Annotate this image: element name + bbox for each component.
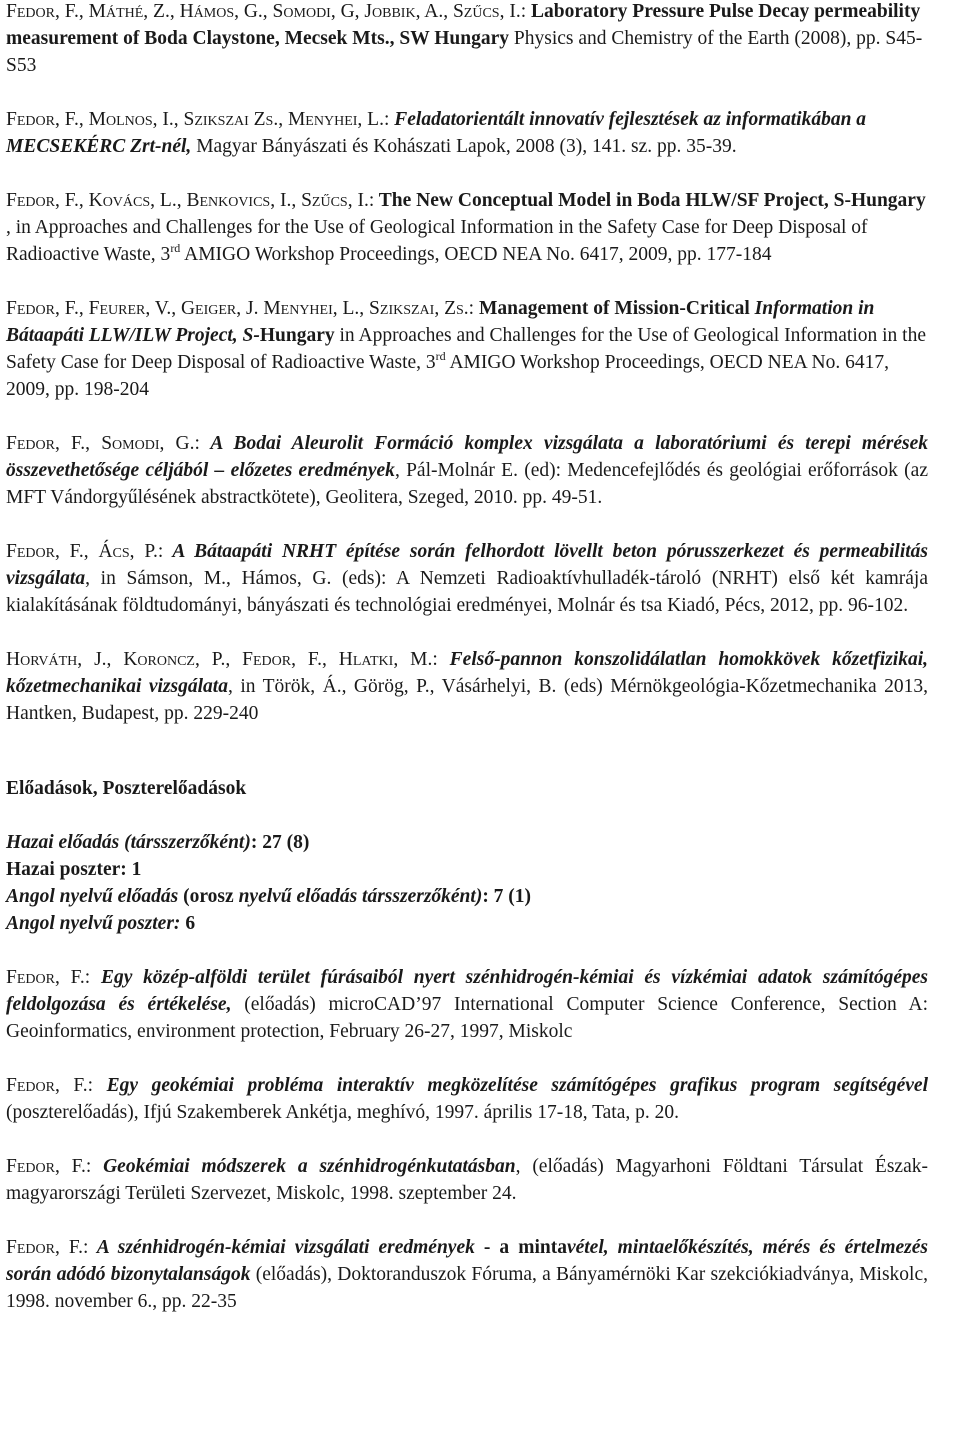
talk-source: (előadás) microCAD’97 International Computer Science Conference, Section A: Geoinformatics, environment protection, February 26-27, 1997, Miskolc [6, 994, 928, 1042]
reference-title: Feladatorientált innovatív fejlesztések az informatikában a MECSEKÉRC Zrt-nél, [6, 109, 867, 157]
superscript: rd [435, 349, 446, 363]
stat-label: Angol nyelvű poszter: [6, 913, 181, 934]
talk-item [6, 1072, 928, 1126]
reference-source: , Pál-Molnár E. (ed): Medencefejlődés és geológiai erőforrások (az MFT Vándorgyűlésének abstractkötete), Geolitera, Szeged, 2010. pp. 49-51. [6, 460, 928, 508]
talk-item [6, 1234, 928, 1315]
stat-label-cont: (orosz [178, 886, 239, 907]
talk-authors: Fedor, F.: [6, 1237, 89, 1258]
talk-title-end: vétel, mintaelőkészítés, mérés és értelmezés során adódó bizonytalanságok [6, 1237, 928, 1285]
section-title: Előadások, Poszterelőadások [6, 778, 247, 799]
reference-title: The New Conceptual Model in Boda HLW/SF Project, S-Hungary [374, 190, 926, 211]
reference-source: Magyar Bányászati és Kohászati Lapok, 2008 (3), 141. sz. pp. 35-39. [191, 136, 737, 157]
talk-authors: Fedor, F.: [6, 967, 91, 988]
talk-source: (poszterelőadás), Ifjú Szakemberek Ankétja, meghívó, 1997. április 17-18, Tata, p. 20. [6, 1102, 680, 1123]
reference-title: Laboratory Pressure Pulse Decay permeability measurement of Boda Claystone, Mecsek Mts., SW Hungary [6, 1, 921, 49]
talk-title: Egy közép-alföldi terület fúrásaiból nyert szénhidrogén-kémiai és vízkémiai adatok számítógépes feldolgozása és értékelése, [6, 967, 928, 1015]
talk-authors: Fedor, F.: [6, 1156, 92, 1177]
reference-item [6, 538, 928, 619]
stat-value: : 27 (8) [250, 832, 310, 853]
reference-title: Felső-pannon konszolidálatlan homokkövek kőzetfizikai, kőzetmechanikai vizsgálata [6, 649, 929, 697]
talk-title: Geokémiai módszerek a szénhidrogénkutatásban [91, 1156, 516, 1177]
talk-title-part: szénhidrogén-kémiai vizsgálati eredmények [108, 1237, 475, 1258]
talk-title-sep: - a minta [474, 1237, 567, 1258]
reference-item [6, 187, 928, 268]
talk-statistics [6, 829, 928, 937]
reference-authors: Fedor, F., Feurer, V., Geiger, J. Menyhei, L., Szikszai, Zs.: [6, 298, 475, 319]
reference-source-cont: AMIGO Workshop Proceedings, OECD NEA No. 6417, 2009, pp. 198-204 [6, 352, 889, 400]
document-page [6, 0, 928, 1342]
reference-source: Physics and Chemistry of the Earth (2008), pp. S45-S53 [6, 28, 923, 76]
stat-line [6, 910, 928, 937]
reference-source: in Approaches and Challenges for the Use of Geological Information in the Safety Case for Deep Disposal of Radioactive Waste, 3 [6, 325, 926, 373]
stat-label: Angol nyelvű előadás [6, 886, 179, 907]
reference-authors: Fedor, F., Somodi, G.: [6, 433, 200, 454]
reference-title: A Bodai Aleurolit Formáció komplex vizsgálata a laboratóriumi és terepi mérések összevethetősége céljából – előzetes eredmények [6, 433, 928, 481]
stat-value: : 7 (1) [482, 886, 532, 907]
reference-item [6, 295, 928, 403]
talk-title: Egy geokémiai probléma interaktív megközelítése számítógépes grafikus program segítségével [93, 1075, 928, 1096]
talk-title: A [88, 1237, 109, 1258]
reference-item [6, 430, 928, 511]
reference-title: Management of Mission-Critical [474, 298, 755, 319]
reference-authors: Fedor, F., Ács, P.: [6, 541, 164, 562]
reference-title-cont: Information in Bátaapáti LLW/ILW Project, S- [6, 298, 875, 346]
reference-title: A Bátaapáti NRHT építése során felhordott lövellt beton pórusszerkezet és permeabilitás vizsgálata [6, 541, 929, 589]
stat-label-italic: nyelvű előadás társszerzőként) [238, 886, 483, 907]
reference-item [6, 106, 928, 160]
reference-authors: Fedor, F., Máthé, Z., Hámos, G., Somodi, G, Jobbik, A., Szűcs, I.: [6, 1, 527, 22]
stat-value: 6 [180, 913, 196, 934]
reference-source: , in Török, Á., Görög, P., Vásárhelyi, B. (eds) Mérnökgeológia-Kőzetmechanika 2013, Hantken, Budapest, pp. 229-240 [6, 676, 929, 724]
reference-authors: Horváth, J., Koroncz, P., Fedor, F., Hlatki, M.: [6, 649, 438, 670]
talk-item [6, 1153, 928, 1207]
reference-authors: Fedor, F., Molnos, I., Szikszai Zs., Menyhei, L.: [6, 109, 390, 130]
reference-source: , in Sámson, M., Hámos, G. (eds): A Nemzeti Radioaktívhulladék-tároló (NRHT) első két kamrája kialakításának földtudományi, bányászati és technológiai eredményei, Molnár és tsa Kiadó, Pécs, 2012, pp. 96-102. [6, 568, 928, 616]
talk-source: (előadás), Doktoranduszok Fóruma, a Bányamérnöki Kar szekciókiadványa, Miskolc, 1998. november 6., pp. 22-35 [6, 1264, 928, 1312]
reference-source: , in Approaches and Challenges for the Use of Geological Information in the Safety Case for Deep Disposal of Radioactive Waste, 3 [6, 217, 868, 265]
talk-authors: Fedor, F.: [6, 1075, 93, 1096]
reference-source-cont: AMIGO Workshop Proceedings, OECD NEA No. 6417, 2009, pp. 177-184 [180, 244, 772, 265]
reference-authors: Fedor, F., Kovács, L., Benkovics, I., Szűcs, I.: [6, 190, 375, 211]
superscript: rd [170, 241, 181, 255]
talk-item [6, 964, 928, 1045]
stat-label: Hazai poszter: 1 [6, 859, 142, 880]
stat-line [6, 829, 928, 856]
reference-item [6, 0, 928, 79]
stat-line [6, 856, 928, 883]
stat-line [6, 883, 928, 910]
reference-title-end: Hungary [259, 325, 335, 346]
talk-source: , (előadás) Magyarhoni Földtani Társulat Észak-magyarországi Területi Szervezet, Miskolc, 1998. szeptember 24. [6, 1156, 928, 1204]
reference-item [6, 646, 928, 727]
stat-label: Hazai előadás (társszerzőként) [6, 832, 251, 853]
